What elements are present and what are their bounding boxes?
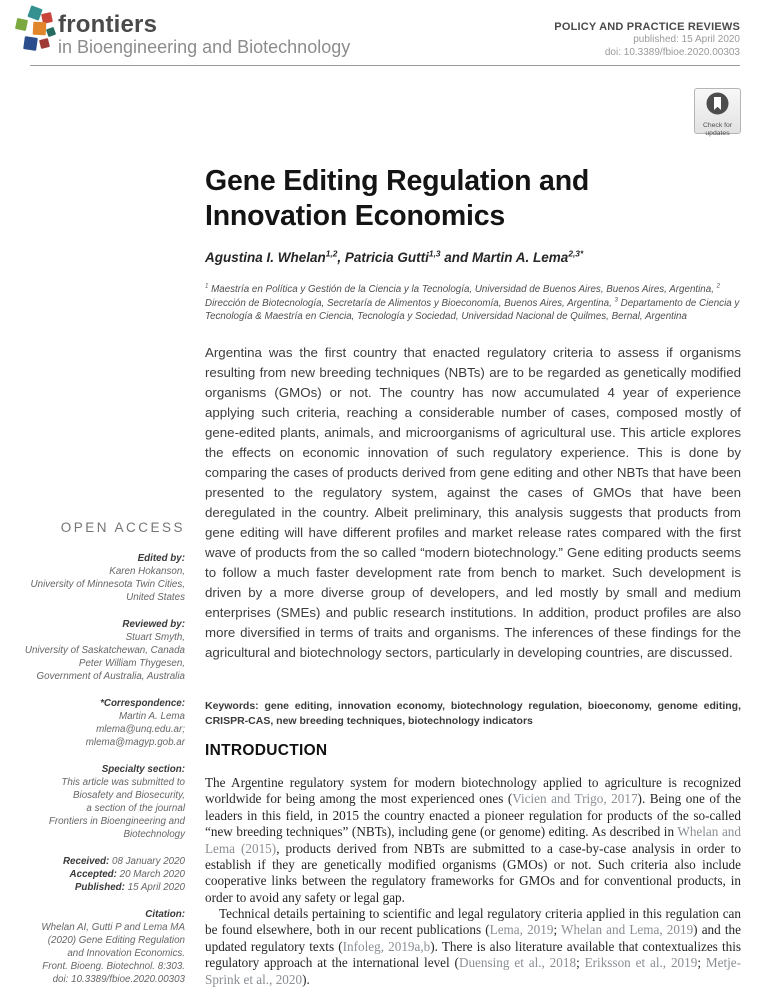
citation-link[interactable]: Metje-Sprink et al., 2020 (205, 955, 742, 987)
authors-line: Agustina I. Whelan$^{1,2}$, Patricia Gutti$^{1,3}$ and Martin A. Lema$^{2,3*}$ (205, 248, 584, 265)
article-type: POLICY AND PRACTICE REVIEWS (554, 21, 740, 33)
intro-paragraph-2: Technical details pertaining to scientific and legal regulatory criteria applied in this regulation can be found elsewhere, both in our recent publications (Lema, 2019; Whelan and Lema, 2019) and the updated regulatory texts (Infoleg, 2019a,b). There is also literature available that contextualizes this regulatory approach at the international level (Duensing et al., 2018; Eriksson et al., 2019; Metje-Sprink et al., 2020). (205, 906, 742, 987)
sidebar-line: Accepted: 20 March 2020 (69, 869, 185, 880)
bookmark-icon (705, 91, 730, 121)
citation-link[interactable]: Lema, 2019 (489, 922, 554, 938)
sidebar-line: This article was submitted to (61, 777, 185, 788)
sidebar-line: a section of the journal (86, 803, 185, 814)
article-info-sidebar (0, 520, 185, 1000)
sidebar-line: Stuart Smyth, (125, 632, 185, 643)
sidebar-block (0, 618, 185, 683)
sidebar-blocks (0, 552, 185, 986)
brand-name: frontiers (58, 11, 158, 38)
email-link[interactable]: mlema@magyp.gob.ar (85, 737, 185, 748)
citation-link[interactable]: Vicien and Trigo, 2017 (512, 791, 638, 807)
sidebar-block (0, 855, 185, 894)
logo-square (27, 5, 42, 20)
sidebar-line: doi: 10.3389/fbioe.2020.00303 (52, 974, 185, 985)
sidebar-line: Specialty section: (101, 764, 185, 775)
journal-name: in Bioengineering and Biotechnology (58, 37, 351, 57)
header-divider (30, 65, 740, 66)
sidebar-line: Martin A. Lema (118, 711, 185, 722)
sidebar-line: Whelan AI, Gutti P and Lema MA (41, 922, 185, 933)
logo-square (46, 27, 56, 37)
sidebar-line: Published: 15 April 2020 (74, 882, 185, 893)
sidebar-line: Biotechnology (123, 829, 185, 840)
sidebar-line (0, 736, 185, 749)
page-title: Gene Editing Regulation and Innovation Economics (205, 165, 590, 232)
citation-link[interactable]: Whelan and Lema, 2019 (561, 922, 694, 938)
sidebar-block (0, 552, 185, 604)
badge-label: Check for updates (702, 122, 733, 137)
check-for-updates-button[interactable] (694, 88, 741, 137)
email-link[interactable]: mlema@unq.edu.ar; (96, 724, 185, 735)
logo-square (33, 22, 47, 36)
sidebar-line: University of Saskatchewan, Canada (24, 645, 185, 656)
sidebar-line: Reviewed by: (122, 619, 185, 630)
citation-link[interactable]: Whelan and Lema (2015) (205, 824, 741, 856)
citation-link[interactable]: Infoleg, 2019a,b (342, 938, 431, 954)
sidebar-line: Frontiers in Bioengineering and (48, 816, 185, 827)
intro-paragraph-1: The Argentine regulatory system for modern biotechnology applied to agriculture is recognized worldwide for being among the most experienced ones (Vicien and Trigo, 2017). Being one of the leaders in this field, in 2015 the country enacted a pioneer regulation for products of the so-called “new breeding techniques” (NBTs), including gene (or genome) editing. As described in Whelan and Lema (2015), products derived from NBTs are submitted to a case-by-case analysis in order to establish if they are genetically modified organisms (GMOs) or not. Such criteria also include cooperative links between the regulatory frameworks for GMOs and for conventional products, in order to avoid any safety or legal gap. (205, 775, 742, 905)
abstract-text: Argentina was the first country that enacted regulatory criteria to assess if organisms resulting from new breeding techniques (NBTs) are to be regarded as genetically modified organisms (GMOs) or not. The country has now accumulated 4 year of experience applying such criteria, reaching a considerable number of cases, composed mostly of gene-edited plants, animals, and microorganisms of agricultural use. This article explores the effects on economic innovation of such regulatory experience. This is done by comparing the cases of products derived from gene editing and other NBTs that have been presented to the regulatory system, against the cases of GMOs that have been deregulated in the country. Albeit preliminary, this analysis suggests that products from gene editing will have different profiles and market release rates compared with the first wave of products from the so called “modern biotechnology.” Gene editing products seems to follow a much faster development rate from bench to market. Such development is driven by a more diverse group of developers, and led mostly by small and medium enterprises (SMEs) and public research institutions. In addition, product profiles are also more diversified in terms of traits and organisms. The inferences of these findings for the agricultural and biotechnology sectors, particularly in developing countries, are discussed. (205, 345, 741, 660)
sidebar-line: *Correspondence: (100, 698, 185, 709)
doi: doi: 10.3389/fbioe.2020.00303 (604, 47, 740, 58)
sidebar-line: Front. Bioeng. Biotechnol. 8:303. (42, 961, 185, 972)
open-access-label: OPEN ACCESS (60, 520, 185, 535)
sidebar-line: United States (126, 592, 185, 603)
sidebar-line: (2020) Gene Editing Regulation (47, 935, 185, 946)
sidebar-line (0, 723, 185, 736)
affiliations: $^1$ Maestría en Política y Gestión de la Ciencia y la Tecnología, Universidad de Buenos Aires, Buenos Aires, Argentina, $^2$ Dirección de Biotecnología, Secretaría de Alimentos y Bioeconomía, Buenos Aires, Argentina, $^3$ Departamento de Ciencia y Tecnología & Maestría en Ciencia, Tecnología y Sociedad, Universidad Nacional de Quilmes, Bernal, Argentina (205, 283, 740, 322)
logo-square (39, 38, 50, 49)
keywords-line: Keywords: gene editing, innovation economy, biotechnology regulation, bioeconomy, genome editing, CRISPR-CAS, new breeding techniques, biotechnology indicators (205, 700, 741, 727)
sidebar-block (0, 908, 185, 986)
sidebar-line: University of Minnesota Twin Cities, (30, 579, 185, 590)
sidebar-line: Karen Hokanson, (109, 566, 185, 577)
published-date: published: 15 April 2020 (633, 34, 740, 45)
sidebar-block (0, 763, 185, 841)
sidebar-line: Peter William Thygesen, (78, 658, 185, 669)
sidebar-line: and Innovation Economics. (67, 948, 185, 959)
sidebar-line: Biosafety and Biosecurity, (73, 790, 185, 801)
sidebar-line: Government of Australia, Australia (36, 671, 185, 682)
header-meta (554, 21, 740, 59)
sidebar-line: Edited by: (137, 553, 185, 564)
frontiers-logo-icon (13, 7, 57, 57)
sidebar-block (0, 697, 185, 749)
citation-link[interactable]: Duensing et al., 2018 (458, 955, 577, 971)
logo-square (23, 36, 38, 51)
logo-square (15, 18, 28, 31)
sidebar-line: Citation: (145, 909, 185, 920)
citation-link[interactable]: Eriksson et al., 2019 (584, 955, 698, 971)
sidebar-line: Received: 08 January 2020 (62, 856, 185, 867)
section-heading-introduction: INTRODUCTION (205, 742, 328, 759)
